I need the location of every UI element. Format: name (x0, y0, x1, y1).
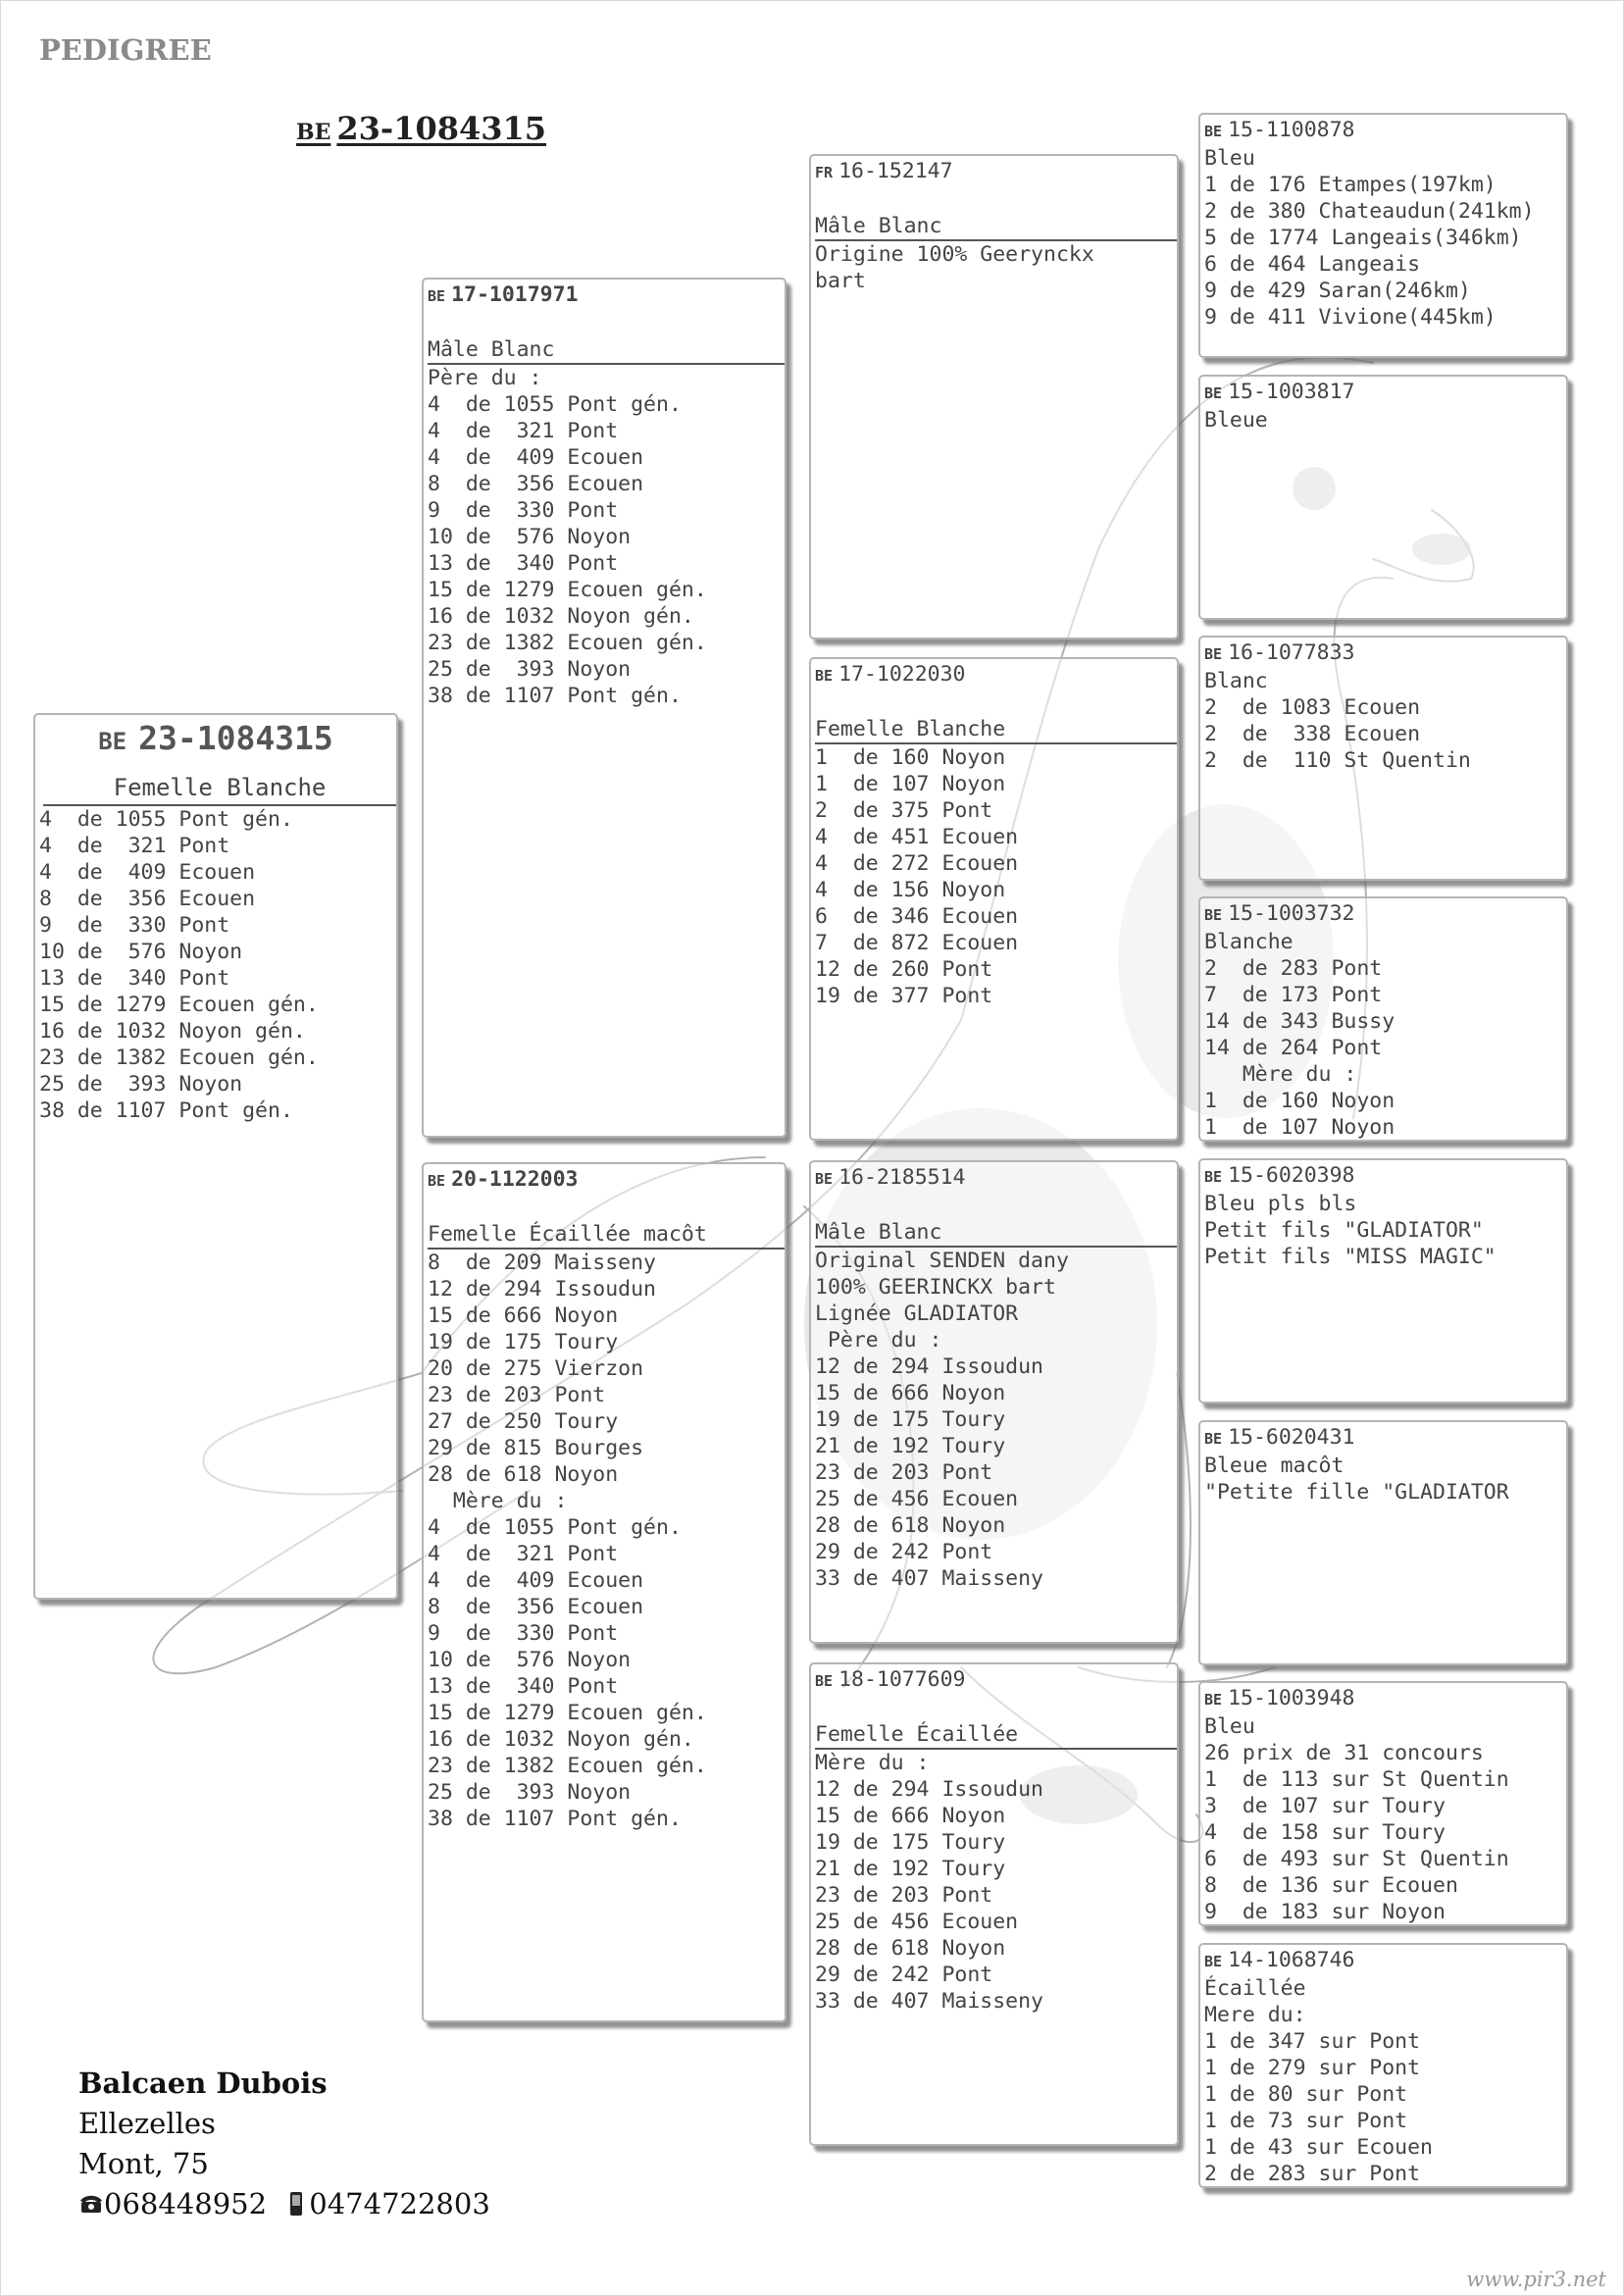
subject-sex-color: Femelle Blanche (43, 773, 396, 806)
country-code: BE (1204, 906, 1223, 924)
ring-number: 20-1122003 (451, 1167, 579, 1192)
result-line: 12 de 260 Pont (815, 957, 993, 982)
result-line: 8 de 209 Maisseny (428, 1250, 656, 1275)
country-code: BE (1204, 1168, 1223, 1186)
result-line: 38 de 1107 Pont gén. (39, 1098, 293, 1123)
result-line: 9 de 411 Vivione(445km) (1204, 305, 1497, 330)
result-line: 9 de 183 sur Noyon (1204, 1900, 1446, 1924)
result-line: 2 de 283 Pont (1204, 956, 1383, 981)
result-line: 1 de 73 sur Pont (1204, 2109, 1408, 2133)
subject-country-code: BE (296, 120, 331, 145)
card-results (1204, 668, 1562, 774)
card-results (1204, 1975, 1562, 2187)
sex-color: Femelle Écaillée macôt (428, 1221, 785, 1250)
result-line: 4 de 321 Pont (428, 419, 619, 443)
country-code: BE (1204, 123, 1223, 140)
result-line: Original SENDEN dany (815, 1249, 1069, 1273)
result-line: 27 de 250 Toury (428, 1409, 619, 1434)
result-line: 23 de 1382 Ecouen gén. (39, 1046, 319, 1070)
result-line: 12 de 294 Issoudun (815, 1777, 1043, 1802)
result-line: bart (815, 269, 866, 293)
result-line: 2 de 1083 Ecouen (1204, 695, 1421, 720)
ring-number: 14-1068746 (1228, 1948, 1355, 1972)
great-grandparent-card-7 (1198, 1681, 1568, 1926)
result-line: 28 de 618 Noyon (428, 1462, 619, 1487)
card-header (1204, 1424, 1562, 1453)
result-line: Mère du : (1204, 1062, 1357, 1087)
result-line: 25 de 393 Noyon (428, 1780, 632, 1805)
sex-color: Mâle Blanc (428, 336, 785, 365)
breeder-contact (78, 2184, 490, 2224)
card-header (815, 158, 1173, 186)
ring-number: 17-1022030 (838, 662, 966, 687)
breeder-street: Mont, 75 (78, 2147, 209, 2180)
result-line: 8 de 356 Ecouen (428, 1595, 644, 1619)
result-line: 15 de 1279 Ecouen gén. (428, 578, 707, 602)
result-line: Blanche (1204, 930, 1294, 954)
card-header (815, 1666, 1173, 1695)
card-header (1204, 1685, 1562, 1713)
result-line: 2 de 283 sur Pont (1204, 2162, 1421, 2186)
ring-number: 16-152147 (838, 159, 953, 183)
sire-results (428, 365, 781, 709)
result-line: 14 de 343 Bussy (1204, 1009, 1396, 1034)
card-header (1204, 379, 1562, 407)
granddam-maternal-card (809, 1662, 1179, 2146)
result-line: 9 de 429 Saran(246km) (1204, 279, 1471, 303)
result-line: 23 de 203 Pont (428, 1383, 606, 1407)
result-line: Bleu pls bls (1204, 1192, 1357, 1216)
result-line: 21 de 192 Toury (815, 1434, 1006, 1458)
result-line: 1 de 43 sur Ecouen (1204, 2135, 1433, 2160)
ring-number: 15-1003817 (1228, 380, 1355, 404)
result-line: 4 de 1055 Pont gén. (39, 807, 293, 832)
ring-number: 15-1100878 (1228, 118, 1355, 142)
result-line: 14 de 264 Pont (1204, 1036, 1383, 1060)
granddam-paternal-card (809, 657, 1179, 1141)
country-code: BE (428, 287, 446, 305)
result-line: 12 de 294 Issoudun (815, 1354, 1043, 1379)
subject-card-ring (39, 719, 392, 761)
result-line: 19 de 377 Pont (815, 984, 993, 1008)
country-code: BE (1204, 1691, 1223, 1709)
result-line: Bleue macôt (1204, 1454, 1345, 1478)
result-line: 4 de 1055 Pont gén. (428, 392, 682, 417)
result-line: 1 de 80 sur Pont (1204, 2082, 1408, 2107)
result-line: Père du : (428, 366, 542, 390)
result-line: 10 de 576 Noyon (428, 525, 632, 549)
result-line: "Petite fille "GLADIATOR (1204, 1480, 1509, 1505)
great-grandparent-card-8 (1198, 1943, 1568, 2188)
page-title: PEDIGREE (39, 33, 212, 67)
result-line: 1 de 279 sur Pont (1204, 2056, 1421, 2080)
breeder-name: Balcaen Dubois (78, 2066, 328, 2100)
result-line: 16 de 1032 Noyon gén. (428, 1727, 694, 1752)
card-header (1204, 1947, 1562, 1975)
result-line: 38 de 1107 Pont gén. (428, 684, 682, 708)
result-line: Blanc (1204, 669, 1268, 693)
result-line: 33 de 407 Maisseny (815, 1989, 1043, 2014)
result-line: 13 de 340 Pont (428, 551, 619, 576)
result-line: Mère du : (815, 1751, 930, 1775)
result-line: 23 de 203 Pont (815, 1460, 993, 1485)
result-line: Lignée GLADIATOR (815, 1301, 1019, 1326)
country-code: BE (1204, 384, 1223, 402)
result-line: 8 de 356 Ecouen (428, 472, 644, 496)
result-line: 5 de 1774 Langeais(346km) (1204, 226, 1522, 250)
ring-number: 15-6020431 (1228, 1425, 1355, 1450)
ring-number: 17-1017971 (451, 282, 579, 307)
dam-results (428, 1250, 781, 1832)
result-line: 4 de 451 Ecouen (815, 825, 1019, 849)
subject-ring-heading (296, 110, 546, 147)
result-line: 4 de 321 Pont (428, 1542, 619, 1566)
card-results (1204, 1453, 1562, 1505)
card-notes (815, 241, 1173, 294)
result-line: 15 de 666 Noyon (815, 1381, 1006, 1405)
result-line: 20 de 275 Vierzon (428, 1356, 644, 1381)
result-line: 4 de 158 sur Toury (1204, 1820, 1446, 1845)
result-line: 19 de 175 Toury (428, 1330, 619, 1354)
result-line: 7 de 872 Ecouen (815, 931, 1019, 955)
telephone-icon (78, 2191, 104, 2217)
great-grandparent-card-1 (1198, 113, 1568, 358)
result-line: 1 de 107 Noyon (815, 772, 1006, 796)
result-line: 2 de 338 Ecouen (1204, 722, 1421, 746)
result-line: 4 de 272 Ecouen (815, 851, 1019, 876)
result-line: Petit fils "MISS MAGIC" (1204, 1245, 1497, 1269)
result-line: 6 de 346 Ecouen (815, 904, 1019, 929)
result-line: 25 de 456 Ecouen (815, 1910, 1019, 1934)
great-grandparent-card-5 (1198, 1158, 1568, 1403)
sex-color: Femelle Écaillée (815, 1721, 1177, 1750)
result-line: 2 de 375 Pont (815, 798, 993, 823)
result-line: Écaillée (1204, 1976, 1306, 2001)
ring-number: 15-1003948 (1228, 1686, 1355, 1710)
mobile-phone-icon (283, 2191, 309, 2217)
result-line: 29 de 242 Pont (815, 1540, 993, 1564)
result-line: 28 de 618 Noyon (815, 1936, 1006, 1961)
result-line: 15 de 666 Noyon (815, 1804, 1006, 1828)
card-header (428, 281, 781, 310)
country-code: FR (815, 164, 834, 181)
result-line: 2 de 110 St Quentin (1204, 748, 1471, 773)
ring-number: 16-2185514 (838, 1165, 966, 1190)
result-line: 16 de 1032 Noyon gén. (428, 604, 694, 629)
result-line: 4 de 409 Ecouen (428, 1568, 644, 1593)
result-line: 4 de 1055 Pont gén. (428, 1515, 682, 1540)
sex-color: Mâle Blanc (815, 1219, 1177, 1248)
card-results (815, 744, 1173, 1009)
result-line: 6 de 464 Langeais (1204, 252, 1421, 277)
sex-color: Femelle Blanche (815, 716, 1177, 744)
ring-number: 15-6020398 (1228, 1163, 1355, 1188)
breeder-info (78, 2064, 490, 2224)
result-line: 1 de 347 sur Pont (1204, 2029, 1421, 2054)
ring-number: 18-1077609 (838, 1667, 966, 1692)
result-line: 21 de 192 Toury (815, 1857, 1006, 1881)
country-code: BE (815, 1170, 834, 1188)
card-results (1204, 1713, 1562, 1925)
result-line: 26 prix de 31 concours (1204, 1741, 1484, 1765)
result-line: Bleu (1204, 146, 1255, 171)
card-header (1204, 900, 1562, 929)
result-line: 38 de 1107 Pont gén. (428, 1807, 682, 1831)
phone-number[interactable]: 068448952 (104, 2187, 268, 2220)
result-line: Bleue (1204, 408, 1268, 433)
card-header (815, 1164, 1173, 1193)
breeder-city: Ellezelles (78, 2107, 216, 2140)
country-code: BE (815, 1672, 834, 1690)
country-code: BE (1204, 1430, 1223, 1448)
result-line: 33 de 407 Maisseny (815, 1566, 1043, 1591)
great-grandparent-card-6 (1198, 1420, 1568, 1665)
result-line: 4 de 409 Ecouen (39, 860, 256, 885)
result-line: 9 de 330 Pont (39, 913, 230, 938)
mobile-number[interactable]: 0474722803 (309, 2187, 490, 2220)
result-line: Père du : (815, 1328, 942, 1352)
result-line: 9 de 330 Pont (428, 1621, 619, 1646)
result-line: 1 de 160 Noyon (815, 745, 1006, 770)
footer-url[interactable]: www.pir3.net (1466, 2268, 1606, 2291)
card-header (1204, 639, 1562, 668)
ring-number: 16-1077833 (1228, 640, 1355, 665)
dam-card (422, 1162, 787, 2022)
card-header (1204, 1162, 1562, 1191)
result-line: 12 de 294 Issoudun (428, 1277, 656, 1301)
card-header (815, 661, 1173, 689)
result-line: 19 de 175 Toury (815, 1830, 1006, 1855)
grandsire-maternal-card (809, 1160, 1179, 1644)
country-code: BE (1204, 1953, 1223, 1970)
result-line: 10 de 576 Noyon (428, 1648, 632, 1672)
sex-color: Mâle Blanc (815, 213, 1177, 241)
result-line: 4 de 409 Ecouen (428, 445, 644, 470)
result-line: Origine 100% Geerynckx (815, 242, 1094, 267)
result-line: 4 de 321 Pont (39, 834, 230, 858)
grandsire-paternal-card (809, 154, 1179, 639)
result-line: 23 de 1382 Ecouen gén. (428, 1754, 707, 1778)
subject-results (39, 806, 392, 1124)
result-line: 23 de 203 Pont (815, 1883, 993, 1908)
result-line: 25 de 393 Noyon (428, 657, 632, 682)
card-results (1204, 929, 1562, 1141)
result-line: 9 de 330 Pont (428, 498, 619, 523)
ring-number: 23-1084315 (138, 719, 333, 757)
result-line: 15 de 1279 Ecouen gén. (428, 1701, 707, 1725)
result-line: 25 de 393 Noyon (39, 1072, 243, 1097)
result-line: 15 de 666 Noyon (428, 1303, 619, 1328)
sire-card (422, 278, 787, 1138)
result-line: 3 de 107 sur Toury (1204, 1794, 1446, 1818)
subject-ring-number: 23-1084315 (336, 110, 547, 147)
card-results (815, 1248, 1173, 1592)
result-line: Mere du: (1204, 2003, 1306, 2027)
great-grandparent-card-4 (1198, 896, 1568, 1142)
result-line: Mère du : (428, 1489, 568, 1513)
card-results (1204, 407, 1562, 434)
result-line: 1 de 176 Etampes(197km) (1204, 173, 1497, 197)
result-line: 13 de 340 Pont (39, 966, 230, 991)
result-line: 19 de 175 Toury (815, 1407, 1006, 1432)
result-line: Bleu (1204, 1714, 1255, 1739)
result-line: 10 de 576 Noyon (39, 940, 243, 964)
great-grandparent-card-3 (1198, 636, 1568, 881)
result-line: 2 de 380 Chateaudun(241km) (1204, 199, 1535, 224)
result-line: 6 de 493 sur St Quentin (1204, 1847, 1509, 1871)
result-line: 16 de 1032 Noyon gén. (39, 1019, 306, 1044)
result-line: 4 de 156 Noyon (815, 878, 1006, 902)
great-grandparent-card-2 (1198, 375, 1568, 620)
result-line: 29 de 242 Pont (815, 1963, 993, 1987)
result-line: 28 de 618 Noyon (815, 1513, 1006, 1538)
ring-number: 15-1003732 (1228, 901, 1355, 926)
result-line: 1 de 107 Noyon (1204, 1115, 1396, 1140)
result-line: 7 de 173 Pont (1204, 983, 1383, 1007)
country-code: BE (1204, 645, 1223, 663)
country-code: BE (98, 728, 127, 755)
result-line: 8 de 136 sur Ecouen (1204, 1873, 1458, 1898)
card-results (815, 1750, 1173, 2015)
result-line: 23 de 1382 Ecouen gén. (428, 631, 707, 655)
result-line: 25 de 456 Ecouen (815, 1487, 1019, 1511)
result-line: 1 de 160 Noyon (1204, 1089, 1396, 1113)
result-line: 1 de 113 sur St Quentin (1204, 1767, 1509, 1792)
card-results (1204, 145, 1562, 331)
subject-card (33, 713, 398, 1600)
result-line: Petit fils "GLADIATOR" (1204, 1218, 1484, 1243)
country-code: BE (815, 667, 834, 685)
card-header (428, 1166, 781, 1195)
result-line: 15 de 1279 Ecouen gén. (39, 993, 319, 1017)
result-line: 29 de 815 Bourges (428, 1436, 644, 1460)
card-header (1204, 117, 1562, 145)
result-line: 100% GEERINCKX bart (815, 1275, 1056, 1300)
result-line: 13 de 340 Pont (428, 1674, 619, 1699)
card-results (1204, 1191, 1562, 1270)
country-code: BE (428, 1172, 446, 1190)
result-line: 8 de 356 Ecouen (39, 887, 256, 911)
